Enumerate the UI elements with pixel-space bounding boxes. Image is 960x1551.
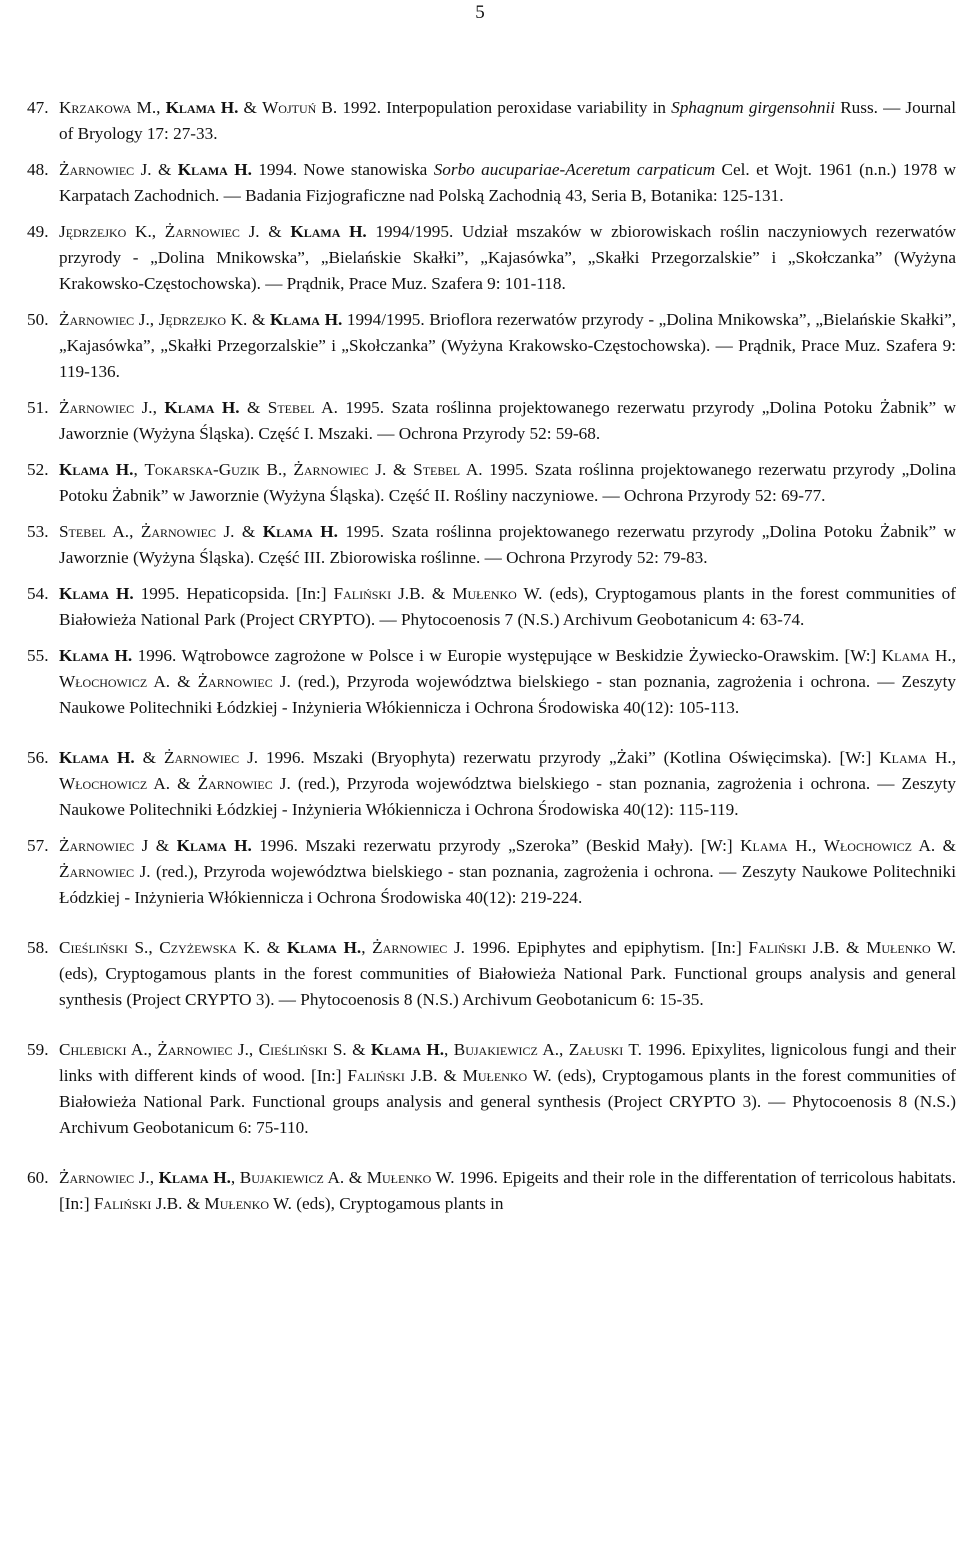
reference-text: & — [247, 310, 270, 329]
reference-author: Klama H. — [262, 522, 338, 541]
reference-text: , — [811, 836, 824, 855]
reference-text: 1994/1995. Brioflora rezerwatów przyrody - „Dolina Mnikowska”, „Bielańskie Skałki”, „Kajasówka”, „Skałki Przegorzalskie” i „Skołczanka” (Wyżyna Krakowsko-Częstochowska). — Prądnik, Prace Muz. Szafera 9: 119-136. — [59, 310, 956, 381]
reference-author: Mułenko W. — [866, 938, 956, 957]
reference-text: , — [147, 1040, 158, 1059]
reference-author: Włochowicz A. — [59, 774, 171, 793]
reference-text: & — [344, 1168, 367, 1187]
reference-text: 1996. Epixylites, lignicolous fungi and their links with different kinds of wood. [In:] — [59, 1040, 957, 1085]
reference-text: & — [148, 836, 177, 855]
reference-number: 55. — [27, 646, 49, 665]
reference-text: , — [129, 522, 141, 541]
reference-author: Włochowicz A. — [823, 836, 936, 855]
reference-list — [27, 95, 956, 1227]
reference-number: 47. — [27, 98, 49, 117]
reference-text: (red.), Przyroda województwa bielskiego - stan poznania, zagrożenia i ochrona. — Zeszyty Naukowe Politechniki Łódzkiej - Inżynieria Włókiennicza i Ochrona Środowiska 40(12): 219-224. — [59, 862, 956, 907]
reference-text: 1994/1995. Udział mszaków w zbiorowiskach roślin naczyniowych rezerwatów przyrody - „Dolina Mnikowska”, „Bielańskie Skałki”, „Kajasówka”, „Skałki Przegorzalskie” i „Skołczanka” (Wyżyna Krakowsko-Częstochowska). — Prądnik, Prace Muz. Szafera 9: 101-118. — [59, 222, 957, 293]
reference-author: Klama H. — [59, 584, 134, 603]
reference-text: , — [156, 98, 166, 117]
reference-entry — [27, 457, 956, 509]
reference-number: 56. — [27, 748, 49, 767]
reference-author: Klama H. — [177, 160, 252, 179]
reference-author: Faliński J.B. — [748, 938, 840, 957]
reference-author: Stebel A. — [413, 460, 483, 479]
reference-text: , — [148, 938, 160, 957]
reference-text: 1996. Epigeits and their role in the differentation of terricolous habitats. [In:] — [59, 1168, 957, 1213]
reference-text: & — [134, 748, 164, 767]
reference-text: , — [149, 310, 159, 329]
reference-author: Żarnowiec J. — [197, 672, 291, 691]
reference-number: 57. — [27, 836, 49, 855]
reference-number: 53. — [27, 522, 49, 541]
reference-author: Klama H. — [740, 836, 812, 855]
reference-author: Żarnowiec J. — [164, 222, 260, 241]
reference-author: Żarnowiec J. — [372, 938, 465, 957]
reference-author: Żarnowiec J. — [59, 398, 153, 417]
reference-author: Żarnowiec J. — [157, 1040, 249, 1059]
reference-author: Żarnowiec J. — [59, 862, 151, 881]
reference-number: 51. — [27, 398, 49, 417]
reference-author: Bujakiewicz A. — [239, 1168, 345, 1187]
reference-entry — [27, 581, 956, 633]
reference-author: Klama H. — [59, 748, 135, 767]
reference-author: Cieśliński S. — [258, 1040, 347, 1059]
reference-text: , — [151, 222, 165, 241]
reference-text: , — [149, 1168, 159, 1187]
reference-number: 52. — [27, 460, 49, 479]
reference-entry — [27, 395, 956, 447]
reference-text: & — [839, 938, 867, 957]
reference-text: (red.), Przyroda województwa bielskiego - stan poznania, zagrożenia i ochrona. — Zeszyty Naukowe Politechniki Łódzkiej - Inżynieria Włókiennicza i Ochrona Środowiska 40(12): 115-119. — [59, 774, 956, 819]
reference-text: 1995. Szata roślinna projektowanego rezerwatu przyrody „Dolina Potoku Żabnik” w Jaworznie (Wyżyna Śląska). Część III. Zbiorowiska roślinne. — Ochrona Przyrody 52: 79-83. — [59, 522, 956, 567]
reference-text: (eds), Cryptogamous plants in the forest communities of Białowieża National Park (Project CRYPTO). — Phytocoenosis 7 (N.S.) Archivum Geobotanicum 4: 63-74. — [59, 584, 956, 629]
reference-author: Mułenko W. — [452, 584, 543, 603]
reference-entry — [27, 95, 956, 147]
reference-author: Klama H. — [59, 646, 133, 665]
reference-author: Klama H. — [164, 398, 240, 417]
reference-author: Mułenko W. — [204, 1194, 292, 1213]
reference-text: , — [248, 1040, 259, 1059]
reference-author: Żarnowiec J. — [197, 774, 291, 793]
reference-author: Włochowicz A. — [59, 672, 171, 691]
reference-text: & — [260, 938, 287, 957]
reference-text: Russ. — Journal of Bryology 17: 27-33. — [59, 98, 957, 143]
reference-text: & — [238, 98, 263, 117]
reference-author: Jędrzejko K. — [59, 222, 152, 241]
reference-entry — [27, 1037, 956, 1141]
reference-text: & — [424, 584, 453, 603]
reference-number: 59. — [27, 1040, 49, 1059]
reference-text: , — [951, 646, 956, 665]
reference-text: & — [437, 1066, 463, 1085]
reference-text: 1996. Mszaki (Bryophyta) rezerwatu przyrody „Żaki” (Kotlina Oświęcimska). [W:] — [258, 748, 880, 767]
reference-entry — [27, 307, 956, 385]
page-number: 5 — [475, 2, 485, 23]
reference-number: 60. — [27, 1168, 49, 1187]
reference-author: Klama H. — [370, 1040, 445, 1059]
reference-text: & — [170, 774, 198, 793]
reference-author: Faliński J.B. — [347, 1066, 438, 1085]
reference-text: 1996. Mszaki rezerwatu przyrody „Szeroka” (Beskid Mały). [W:] — [251, 836, 741, 855]
reference-entry — [27, 1165, 956, 1217]
reference-number: 48. — [27, 160, 49, 179]
reference-author: Jędrzejko K. — [158, 310, 248, 329]
reference-text: & — [234, 522, 263, 541]
reference-author: Sorbo aucupariae-Aceretum carpaticum — [433, 160, 716, 179]
reference-author: Wojtuń B. — [262, 98, 338, 117]
reference-text: , — [282, 460, 294, 479]
reference-author: Sphagnum girgensohnii — [671, 98, 836, 117]
reference-author: Klama H. — [881, 646, 952, 665]
reference-text: 1995. Szata roślinna projektowanego rezerwatu przyrody „Dolina Potoku Żabnik” w Jaworznie (Wyżyna Śląska). Część I. Mszaki. — Ochrona Przyrody 52: 59-68. — [59, 398, 956, 443]
reference-author: Klama H. — [879, 748, 952, 767]
reference-author: Cieśliński S. — [59, 938, 149, 957]
reference-author: Klama H. — [176, 836, 252, 855]
reference-text: 1995. Szata roślinna projektowanego rezerwatu przyrody „Dolina Potoku Żabnik” w Jaworznie (Wyżyna Śląska). Część II. Rośliny naczyniowe. — Ochrona Przyrody 52: 69-77. — [59, 460, 956, 505]
reference-author: Chlebicki A. — [59, 1040, 148, 1059]
reference-author: Stebel A. — [267, 398, 338, 417]
reference-text: (eds), Cryptogamous plants in the forest communities of Białowieża National Park. Functional groups analysis and general synthesis (Project CRYPTO 3). — Phytocoenosis 8 (N.S.) Archivum Geobotanicum 6: 15-35. — [59, 964, 956, 1009]
reference-author: Faliński J.B. — [333, 584, 425, 603]
reference-text: & — [239, 398, 268, 417]
reference-text: & — [386, 460, 414, 479]
reference-author: Czyżewska K. — [159, 938, 261, 957]
reference-entry — [27, 157, 956, 209]
reference-text: , — [230, 1168, 240, 1187]
reference-number: 58. — [27, 938, 49, 957]
reference-author: Załuski T. — [568, 1040, 642, 1059]
reference-author: Krzakowa M. — [59, 98, 157, 117]
reference-author: Mułenko W. — [462, 1066, 552, 1085]
reference-text: & — [346, 1040, 371, 1059]
reference-text: 1995. Hepaticopsida. [In:] — [133, 584, 334, 603]
reference-text: (red.), Przyroda województwa bielskiego - stan poznania, zagrożenia i ochrona. — Zeszyty Naukowe Politechniki Łódzkiej - Inżynieria Włókiennicza i Ochrona Środowiska 40(12): 105-113. — [59, 672, 956, 717]
reference-text: & — [182, 1194, 205, 1213]
reference-text: , — [152, 398, 165, 417]
reference-author: Żarnowiec J. — [140, 522, 235, 541]
reference-author: Klama H. — [165, 98, 239, 117]
reference-author: Klama H. — [158, 1168, 231, 1187]
reference-number: 50. — [27, 310, 49, 329]
reference-text: Cel. et Wojt. 1961 (n.n.) 1978 w Karpatach Zachodnich. — Badania Fizjograficzne nad Polską Zachodnią 43, Seria B, Botanika: 125-131. — [59, 160, 956, 205]
reference-text: , — [361, 938, 373, 957]
reference-author: Żarnowiec J. — [163, 748, 259, 767]
reference-entry — [27, 519, 956, 571]
reference-text: & — [170, 672, 198, 691]
reference-text: & — [259, 222, 291, 241]
reference-author: Stebel A. — [59, 522, 130, 541]
reference-text: 1992. Interpopulation peroxidase variability in — [337, 98, 672, 117]
reference-author: Żarnowiec J. — [293, 460, 387, 479]
reference-entry — [27, 643, 956, 721]
reference-text: (eds), Cryptogamous plants in — [291, 1194, 504, 1213]
reference-text: & — [151, 160, 178, 179]
reference-author: Tokarska-Guzik B. — [144, 460, 283, 479]
reference-number: 49. — [27, 222, 49, 241]
reference-text: 1994. Nowe stanowiska — [251, 160, 434, 179]
reference-author: Faliński J.B. — [93, 1194, 183, 1213]
reference-text: , — [559, 1040, 569, 1059]
reference-author: Żarnowiec J. — [59, 310, 150, 329]
reference-author: Klama H. — [290, 222, 367, 241]
reference-text: & — [935, 836, 956, 855]
reference-author: Klama H. — [269, 310, 343, 329]
reference-text: 1996. Epiphytes and epiphytism. [In:] — [464, 938, 749, 957]
reference-entry — [27, 219, 956, 297]
reference-text: , — [951, 748, 956, 767]
reference-text: , — [444, 1040, 454, 1059]
reference-text: (eds), Cryptogamous plants in the forest communities of Białowieża National Park. Functional groups analysis and general synthesis (Project CRYPTO 3). — Phytocoenosis 8 (N.S.) Archivum Geobotanicum 6: 75-110. — [59, 1066, 957, 1137]
reference-author: Klama H. — [59, 460, 134, 479]
reference-number: 54. — [27, 584, 49, 603]
reference-text: , — [133, 460, 145, 479]
reference-author: Bujakiewicz A. — [453, 1040, 560, 1059]
reference-author: Żarnowiec J. — [59, 1168, 150, 1187]
reference-entry — [27, 935, 956, 1013]
reference-author: Żarnowiec J — [59, 836, 149, 855]
reference-author: Mułenko W. — [366, 1168, 455, 1187]
reference-entry — [27, 833, 956, 911]
reference-entry — [27, 745, 956, 823]
reference-text: 1996. Wątrobowce zagrożone w Polsce i w Europie występujące w Beskidzie Żywiecko-Orawskim. [W:] — [132, 646, 882, 665]
reference-author: Żarnowiec J. — [59, 160, 152, 179]
reference-author: Klama H. — [286, 938, 362, 957]
